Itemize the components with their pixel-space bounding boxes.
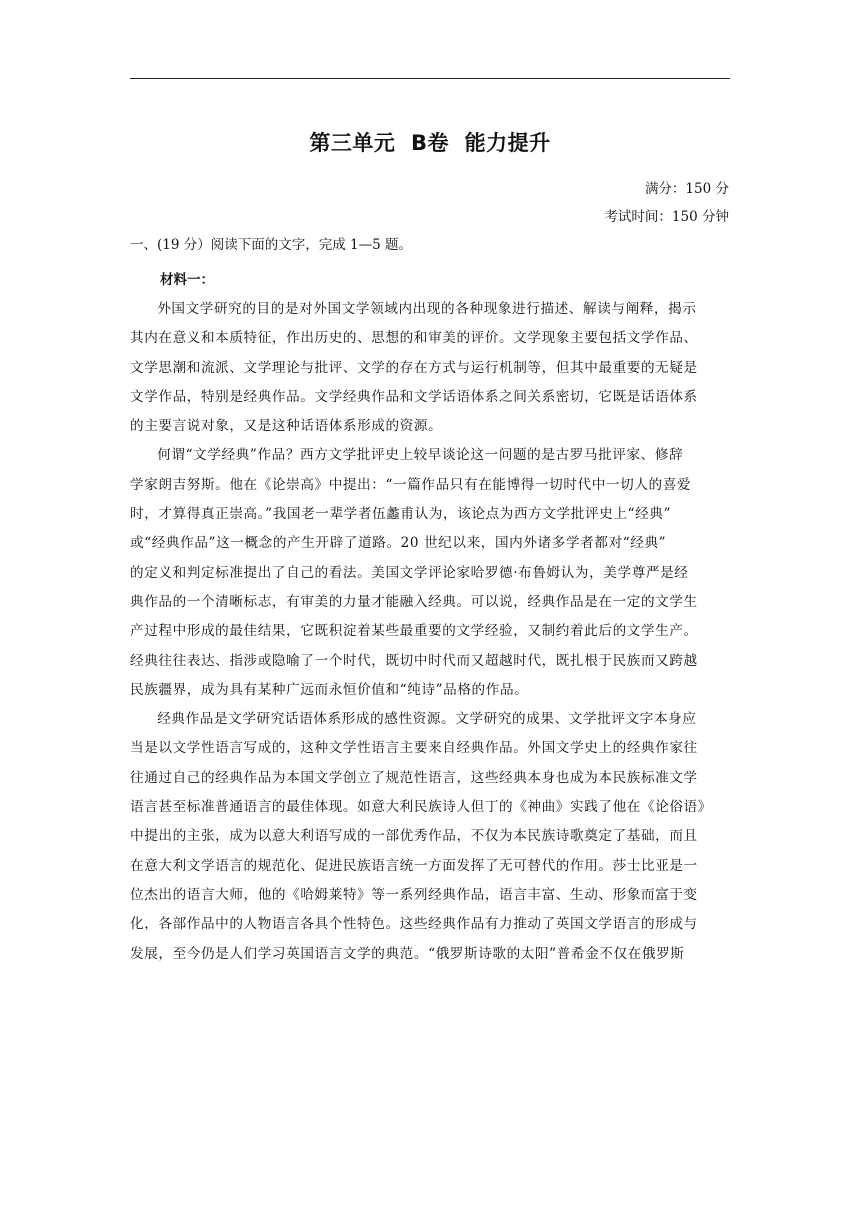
text-line: 的主要言说对象，又是这种话语体系形成的资源。 (130, 418, 443, 435)
text-line: 发展，至今仍是人们学习英国语言文学的典范。“俄罗斯诗歌的太阳”普希金不仅在俄罗斯 (130, 945, 685, 962)
text-line: 外国文学研究的目的是对外国文学领域内出现的各种现象进行描述、解读与阐释，揭示 (157, 301, 697, 317)
text-line: 中提出的主张，成为以意大利语写成的一部优秀作品，不仅为本民族诗歌奠定了基础，而且 (130, 828, 698, 845)
text-line: 当是以文学性语言写成的，这种文学性语言主要来自经典作品。外国文学史上的经典作家往 (130, 740, 698, 757)
text-line: 产过程中形成的最佳结果，它既积淀着某些最重要的文学经验，又制约着此后的文学生产。 (130, 623, 698, 640)
paragraph-2-cont (130, 471, 730, 705)
full-score-label: 满分：150 分 (644, 181, 729, 197)
paragraph-1-cont (130, 324, 730, 441)
paragraph-1 (130, 295, 730, 324)
text-line: 典作品的一个清晰标志，有审美的力量才能融入经典。可以说，经典作品是在一定的文学生 (130, 593, 698, 610)
header-rule (130, 78, 730, 79)
text-line: 时，才算得真正崇高。”我国老一辈学者伍蠡甫认为，该论点为西方文学批评史上“经典” (130, 506, 672, 523)
text-line: 经典往往表达、指涉或隐喻了一个时代，既切中时代而又超越时代，既扎根于民族而又跨越 (130, 652, 698, 669)
page-title: 第三单元 B卷 能力提升 (309, 131, 551, 155)
text-line: 学家朗吉努斯。他在《论崇高》中提出：“一篇作品只有在能博得一切时代中一切人的喜爱 (130, 476, 692, 493)
paragraph-3 (130, 705, 730, 734)
paragraph-3-cont (130, 734, 730, 968)
material-label: 材料一： (160, 272, 214, 288)
text-line: 语言甚至标准普通语言的最佳体现。如意大利民族诗人但丁的《神曲》实践了他在《论俗语》 (130, 799, 712, 816)
text-line: 往通过自己的经典作品为本国文学创立了规范性语言，这些经典本身也成为本民族标准文学 (130, 769, 698, 786)
text-line: 何谓“文学经典”作品？西方文学批评史上较早谈论这一问题的是古罗马批评家、修辞 (157, 447, 684, 464)
text-line: 文学作品，特别是经典作品。文学经典作品和文学话语体系之间关系密切，它既是话语体系 (130, 388, 698, 405)
text-line: 在意大利文学语言的规范化、促进民族语言统一方面发挥了无可替代的作用。莎士比亚是一 (130, 857, 698, 874)
exam-time-label: 考试时间：150 分钟 (604, 209, 729, 225)
paragraph-2 (130, 441, 730, 470)
text-line: 经典作品是文学研究话语体系形成的感性资源。文学研究的成果、文学批评文字本身应 (157, 711, 697, 728)
question-intro: 一、(19 分）阅读下面的文字，完成 1—5 题。 (130, 237, 412, 253)
reading-passage (130, 295, 730, 969)
text-line: 其内在意义和本质特征，作出历史的、思想的和审美的评价。文学现象主要包括文学作品、 (130, 330, 698, 347)
text-line: 文学思潮和流派、文学理论与批评、文学的存在方式与运行机制等，但其中最重要的无疑是 (130, 359, 698, 376)
text-line: 的定义和判定标准提出了自己的看法。美国文学评论家哈罗德·布鲁姆认为，美学尊严是经 (130, 564, 689, 581)
text-line: 位杰出的语言大师，他的《哈姆莱特》等一系列经典作品，语言丰富、生动、形象而富于变 (130, 886, 698, 903)
text-line: 或“经典作品”这一概念的产生开辟了道路。20 世纪以来，国内外诸多学者都对“经典” (130, 535, 667, 552)
text-line: 民族疆界，成为具有某种广远而永恒价值和“纯诗”品格的作品。 (130, 681, 529, 698)
text-line: 化，各部作品中的人物语言各具个性特色。这些经典作品有力推动了英国文学语言的形成与 (130, 916, 698, 933)
